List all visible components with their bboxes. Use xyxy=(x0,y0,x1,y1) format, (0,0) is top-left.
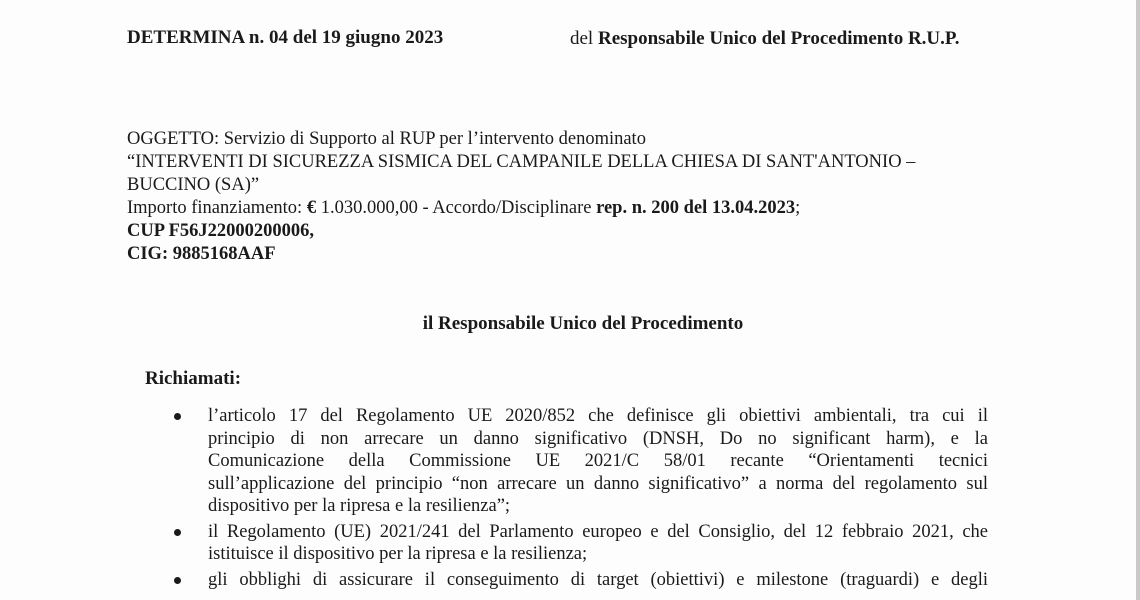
subject-line: OGGETTO: Servizio di Supporto al RUP per l’intervento denominato xyxy=(127,129,646,149)
list-item-line: istituisce il dispositivo per la ripresa e la resilienza; xyxy=(208,544,588,564)
punctuation: ; xyxy=(795,198,801,218)
issuer-prefix: del xyxy=(570,28,598,49)
list-item-line: dispositivo per la ripresa e la resilienza”; xyxy=(208,496,511,516)
bullet-icon xyxy=(174,577,181,584)
subject-block xyxy=(127,128,915,266)
issuer-name: Responsabile Unico del Procedimento R.U.P. xyxy=(597,28,960,49)
bullet-icon xyxy=(174,529,181,536)
funding-amount: 1.030.000,00 - Accordo/Disciplinare xyxy=(316,198,597,218)
list-item-line: Comunicazione della Commissione UE 2021/C 58/01 recante “Orientamenti tecnici xyxy=(208,451,988,471)
richiamati-list xyxy=(172,405,988,594)
cup-code xyxy=(127,220,915,243)
page-edge xyxy=(1136,0,1140,600)
cup-code-text: CUP F56J22000200006, xyxy=(127,221,315,241)
funding-amount-line xyxy=(127,197,915,220)
list-item-line: gli obblighi di assicurare il conseguimento di target (obiettivi) e milestone (traguardi) e degli xyxy=(208,569,988,590)
bullet-icon xyxy=(174,413,181,420)
list-item xyxy=(172,521,988,566)
euro-sign: € xyxy=(306,198,317,218)
section-heading: il Responsabile Unico del Procedimento xyxy=(422,313,744,334)
list-item xyxy=(172,405,988,518)
list-item-line: principio di non arrecare un danno significativo (DNSH, Do no significant harm), e la xyxy=(208,428,988,449)
agreement-reference: rep. n. 200 del 13.04.2023 xyxy=(596,198,796,218)
list-item-line: l’articolo 17 del Regolamento UE 2020/852 che definisce gli obiettivi ambientali, tra cui il xyxy=(208,406,988,426)
list-item-line: il Regolamento (UE) 2021/241 del Parlamento europeo e del Consiglio, del 12 febbraio 2021, che xyxy=(208,521,988,542)
richiamati-label: Richiamati: xyxy=(145,368,242,389)
list-item-line: sull’applicazione del principio “non arrecare un danno significativo” a norma del regolamento sul xyxy=(208,473,988,494)
determina-title: DETERMINA n. 04 del 19 giugno 2023 xyxy=(127,27,444,48)
list-item xyxy=(172,569,988,592)
issuer-line xyxy=(570,28,960,50)
subject-line: “INTERVENTI DI SICUREZZA SISMICA DEL CAMPANILE DELLA CHIESA DI SANT'ANTONIO – xyxy=(127,152,916,172)
cig-code xyxy=(127,243,915,266)
funding-label: Importo finanziamento: xyxy=(127,198,307,218)
cig-code-text: CIG: 9885168AAF xyxy=(127,244,276,264)
subject-line: BUCCINO (SA)” xyxy=(127,175,260,195)
